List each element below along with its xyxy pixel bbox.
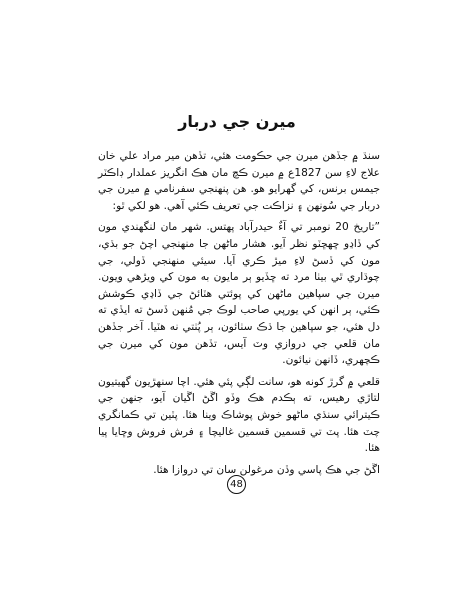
page-title: ميرن جي دربار xyxy=(178,112,296,131)
paragraph: اڱڻ جي هڪ پاسي وڏن مرغولن سان تي دروازا هئا. xyxy=(153,463,380,476)
paragraph: ”تاريخ 20 نومبر تي آءٌ حيدرآباد پهتس. شهر مان لنگهندي مون کي ڏاڍو ڇهڇٽو نظر آيو. هشار ماڻهن جا منهنجي اچڻ جو بڌي، مون کي ڏسڻ لاءِ ميڙ ڪري آيا. سيئي منهنجي ڏولي، جي چوڌاري ٿي بيٺا مرد ته ڇڏيو ٻر مايون به مون کي ويڙهي ويون. ميرن جي سپاهين ماڻهن کي پوئتي هٽائڻ جي ڏاڍي ڪوشش ڪئي، ٻر انهن کي يورپي صاحب لوڪ جي مُنهن ڏسڻ ته ايڏي ته دل هئي، جو سپاهين جا ڌڪ سٺائون، ٻر پُٺتي نه هٽيا. آخر جڏهن مان قلعي جي دروازي وٽ آيس، تڏهن مون کي ميرن جي ڪچهري، ڏانهن نيائون. xyxy=(98,221,381,367)
body-text xyxy=(98,148,380,478)
page-number: 48 xyxy=(227,475,246,494)
paragraph: قلعي ۾ گرڙ کونه هو، سانت لڳي پئي هئي. اچا سنهڙيون گهيتيون لتاڙي رهيس، ته ٻڪدم هڪ وڏو اڱڻ اڱيان آيو، جنهن جي ڪيترائي سنڌي ماڻهو خوش پوشاڪ وينا هئا. پٽين تي ڪمانگري چٽ هئا. پٽ تي قسمين قسمين غاليچا ۽ فرش فروش وڇايا پيا هئا. xyxy=(98,375,380,455)
paragraph: سنڌ ۾ جڏهن ميرن جي حڪومت هئي، تڏهن مير مراد علي خان علاج لاءِ سن 1827ع ۾ ميرن ڪچ مان هڪ انگريز عملدار ڊاڪٽر جيمس برنس، کي گهرايو هو. هن پنهنجي سفرنامي ۾ ميرن جي دربار جي سُونهن ۽ نزاڪت جي تعريف ڪئي آهي. هو لکي ٿو: xyxy=(98,150,381,212)
